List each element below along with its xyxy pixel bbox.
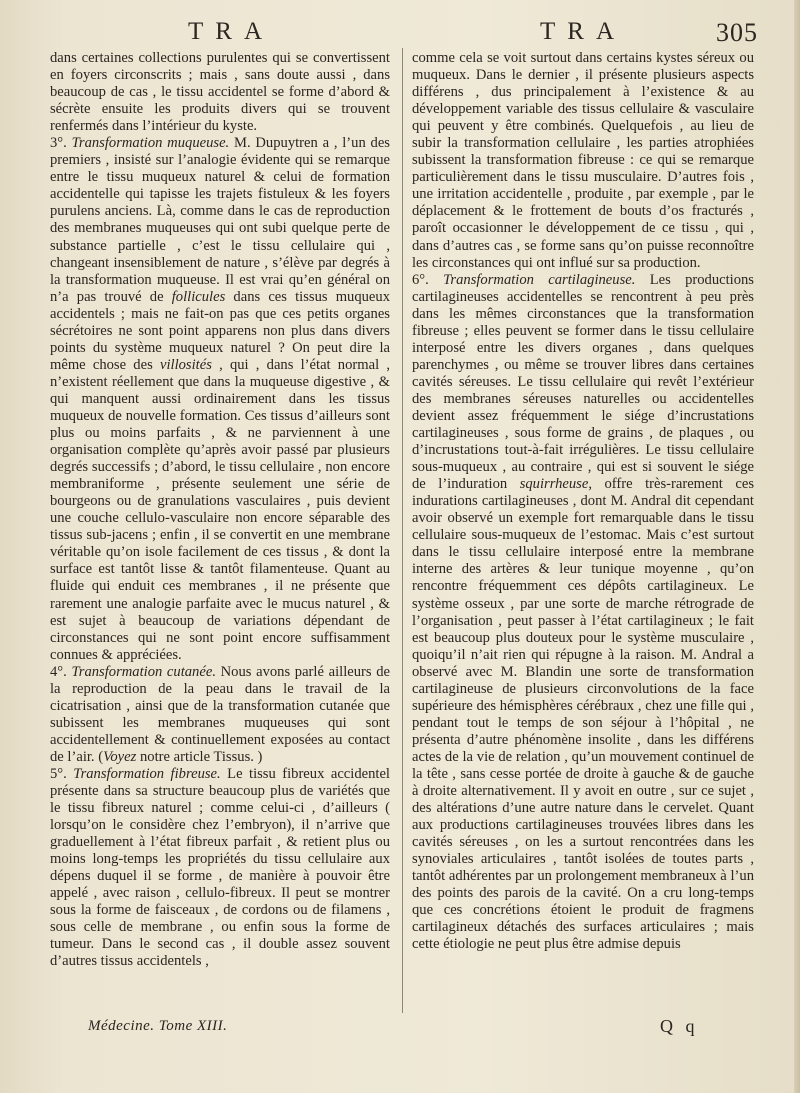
section-title: Transformation cutanée. <box>71 663 216 680</box>
running-head-left: TRA <box>188 18 274 45</box>
paragraph-text: dans ces tissus muqueux accidentels ; mais ne fait-on pas que ces petits organes sécrétoires ne sont point apparens non plus dans divers points du système muqueux naturel ? On peut dire la même chose des <box>50 288 391 373</box>
paragraph-text: Le tissu fibreux accidentel présente dans sa structure beaucoup plus de variétés que le tissu fibreux naturel ; comme celui-ci , d’ailleurs ( lorsqu’on le considère chez l’embryon), il n’arrive que graduellement à l’état fibreux parfait , & retient plus ou moins long-temps les propriétés du tissu cellulaire aux dépens duquel il se forme , de manière à pouvoir être appelé , avec raison , cellulo-fibreux. Il peut se montrer sous la forme de faisceaux , de cordons ou de filamens , sous celle de membrane , ou enfin sous la forme de tumeur. Dans le second cas , il double assez souvent d’autres tissus accidentels , <box>50 765 390 970</box>
signature-mark: Q q <box>660 1016 699 1036</box>
section-number: 5°. <box>50 765 67 782</box>
paragraph-muqueuse <box>50 135 390 663</box>
paragraph-text: Nous avons parlé ailleurs de la reproduction de la peau dans le travail de la cicatrisation , ainsi que de la transformation cutanée que subissent les membranes muqueuses qui sont accidentellement & continuellement exposées au contact de l’air. ( <box>50 663 390 765</box>
section-number: 4°. <box>50 663 67 680</box>
section-number: 6°. <box>412 271 429 288</box>
paragraph-cutanee <box>50 664 390 766</box>
italic-term: villosités <box>159 356 212 373</box>
page-edge <box>794 0 800 1093</box>
paragraph: dans certaines collections purulentes qui se convertissent en foyers circonscrits ; mais , sans doute aussi , dans beaucoup de cas , le tissu accidentel se forme d’abord & sécrète ensuite les produits divers qui se trouvent renfermés dans l’intérieur du kyste. <box>50 50 390 135</box>
column-rule <box>402 48 403 1013</box>
left-column <box>50 50 390 971</box>
running-head-right: TRA <box>540 18 626 45</box>
paragraph-text: , offre très-rarement ces indurations cartilagineuses , dont M. Andral dit cependant avoir observé un exemple fort remarquable dans le tissu cellulaire sous-muqueux de l’estomac. Mais c’est surtout dans le tissu cellulaire interposé entre la membrane interne des artères & leur tunique moyenne , qu’on rencontre fréquemment ces dépôts cartilagineux. Le système osseux , par une sorte de marche rétrograde de l’organisation , peut passer à l’état cartilagineux ; le fait est beaucoup plus douteux pour le système musculaire , quoiqu’il n’ait rien qui répugne à la raison. M. Andral a observé avec M. Blandin une sorte de transformation cartilagineuse de plusieurs circonvolutions de la face supérieure des hémisphères cérébraux , chez une fille qui , pendant tout le temps de son séjour à l’hôpital , ne présenta d’autre phénomène insolite , dans les différens actes de la vie de relation , qu’un mouvement continuel de la tête , sans cesse portée de droite à gauche & de gauche à droite alternativement. Il y avoit en outre , sur ce sujet , des altérations d’une autre nature dans le cervelet. Quant aux productions cartilagineuses trouvées libres dans les cavités séreuses , on les a surtout rencontrées dans les synoviales articulaires , tantôt isolées de toutes parts , tantôt adhérentes par un prolongement membraneux à l’un des points des parois de la cavité. On a cru long-temps que ces concrétions étoient le produit de fragmens cartilagineux détachés des surfaces articulaires ; mais cette étiologie ne peut plus être admise depuis <box>412 476 754 953</box>
italic-term: follicules <box>171 288 226 305</box>
paragraph-text: , qui , dans l’état normal , n’existent réellement que dans la muqueuse digestive , & qui manquent aussi ordinairement dans les tissus muqueux de nouvelle formation. Ces tissus d’ailleurs sont plus ou moins parfaits , & ne parviennent à une organisation complète qu’après avoir passé par plusieurs degrés successifs ; d’abord, le tissu cellulaire , non encore membraniforme , présente seulement une série de bourgeons ou de granulations vasculaires , puis devient une couche cellulo-vasculaire non encore séparable des tissus sub-jacens ; enfin , il se convertit en une membrane véritable qu’on isole facilement de ces tissus , & dont la surface est tantôt lisse & tantôt filamenteuse. Quant au fluide qui enduit ces membranes , il ne présente que rarement une analogie parfaite avec le mucus naturel , & est sujet à beaucoup de variations dépendant de circonstances qui ne sont point encore suffisamment connues & appréciées. <box>50 356 391 663</box>
paragraph-text: Les productions cartilagineuses accidentelles se rencontrent à peu près dans les mêmes circonstances que la transformation fibreuse ; elles peuvent se former dans le tissu cellulaire interposé entre les divers organes , dans quelques parenchymes , ou même se trouver libres dans certaines cavités séreuses. Le tissu cellulaire qui revêt l’extérieur des membranes séreuses naturelles ou accidentelles devient assez fréquemment le siége d’incrustations cartilagineuses , sous forme de grains , de plaques , ou d’incrustations tout-à-fait irrégulières. Le tissu cellulaire sous-muqueux , au contraire , qui est si souvent le siége de l’induration <box>412 271 754 493</box>
section-title: Transformation muqueuse. <box>71 135 230 152</box>
paragraph-text: notre article Tissus. ) <box>139 748 263 765</box>
page-number: 305 <box>716 18 758 47</box>
italic-term: Voyez <box>103 748 137 765</box>
paragraph-text: M. Dupuytren a , l’un des premiers , insisté sur l’analogie évidente qui se remarque entre le tissu muqueux naturel & celui de formation accidentelle qui tapisse les trajets fistuleux & les foyers purulens anciens. Là, comme dans le cas de reproduction des membranes muqueuses qui ont subi quelque perte de substance partielle , c’est le tissu cellulaire qui , changeant insensiblement de nature , s’élève par degrés à la transformation muqueuse. Il est vrai qu’en général on n’a pas trouvé de <box>50 135 390 305</box>
section-title: Transformation fibreuse. <box>73 765 221 782</box>
section-number: 3°. <box>50 135 67 152</box>
paragraph: comme cela se voit surtout dans certains kystes séreux ou muqueux. Dans le dernier , il présente plusieurs aspects différens , dus principalement à l’existence & au développement variable des tissus cellulaire & vasculaire qui peuvent y être combinés. Quelquefois , au lieu de subir la transformation cellulaire , les parties atrophiées subissent la transformation fibreuse : ce qui se remarque particulièrement dans le tissu musculaire. D’autres fois , une irritation accidentelle , produite , par exemple , par le déplacement & le frottement de bouts d’os fracturés , paroît occasionner le développement de ce tissu , qui , dans d’autres cas , se forme sans qu’on puisse reconnoître les circonstances qui ont influé sur sa production. <box>412 50 754 271</box>
paragraph-cartilagineuse <box>412 272 754 954</box>
paragraph-fibreuse <box>50 766 390 971</box>
section-title: Transformation cartilagineuse. <box>443 271 636 288</box>
right-column <box>412 50 754 953</box>
italic-term: squirrheuse <box>519 476 589 493</box>
volume-line: Médecine. Tome XIII. <box>88 1018 228 1034</box>
